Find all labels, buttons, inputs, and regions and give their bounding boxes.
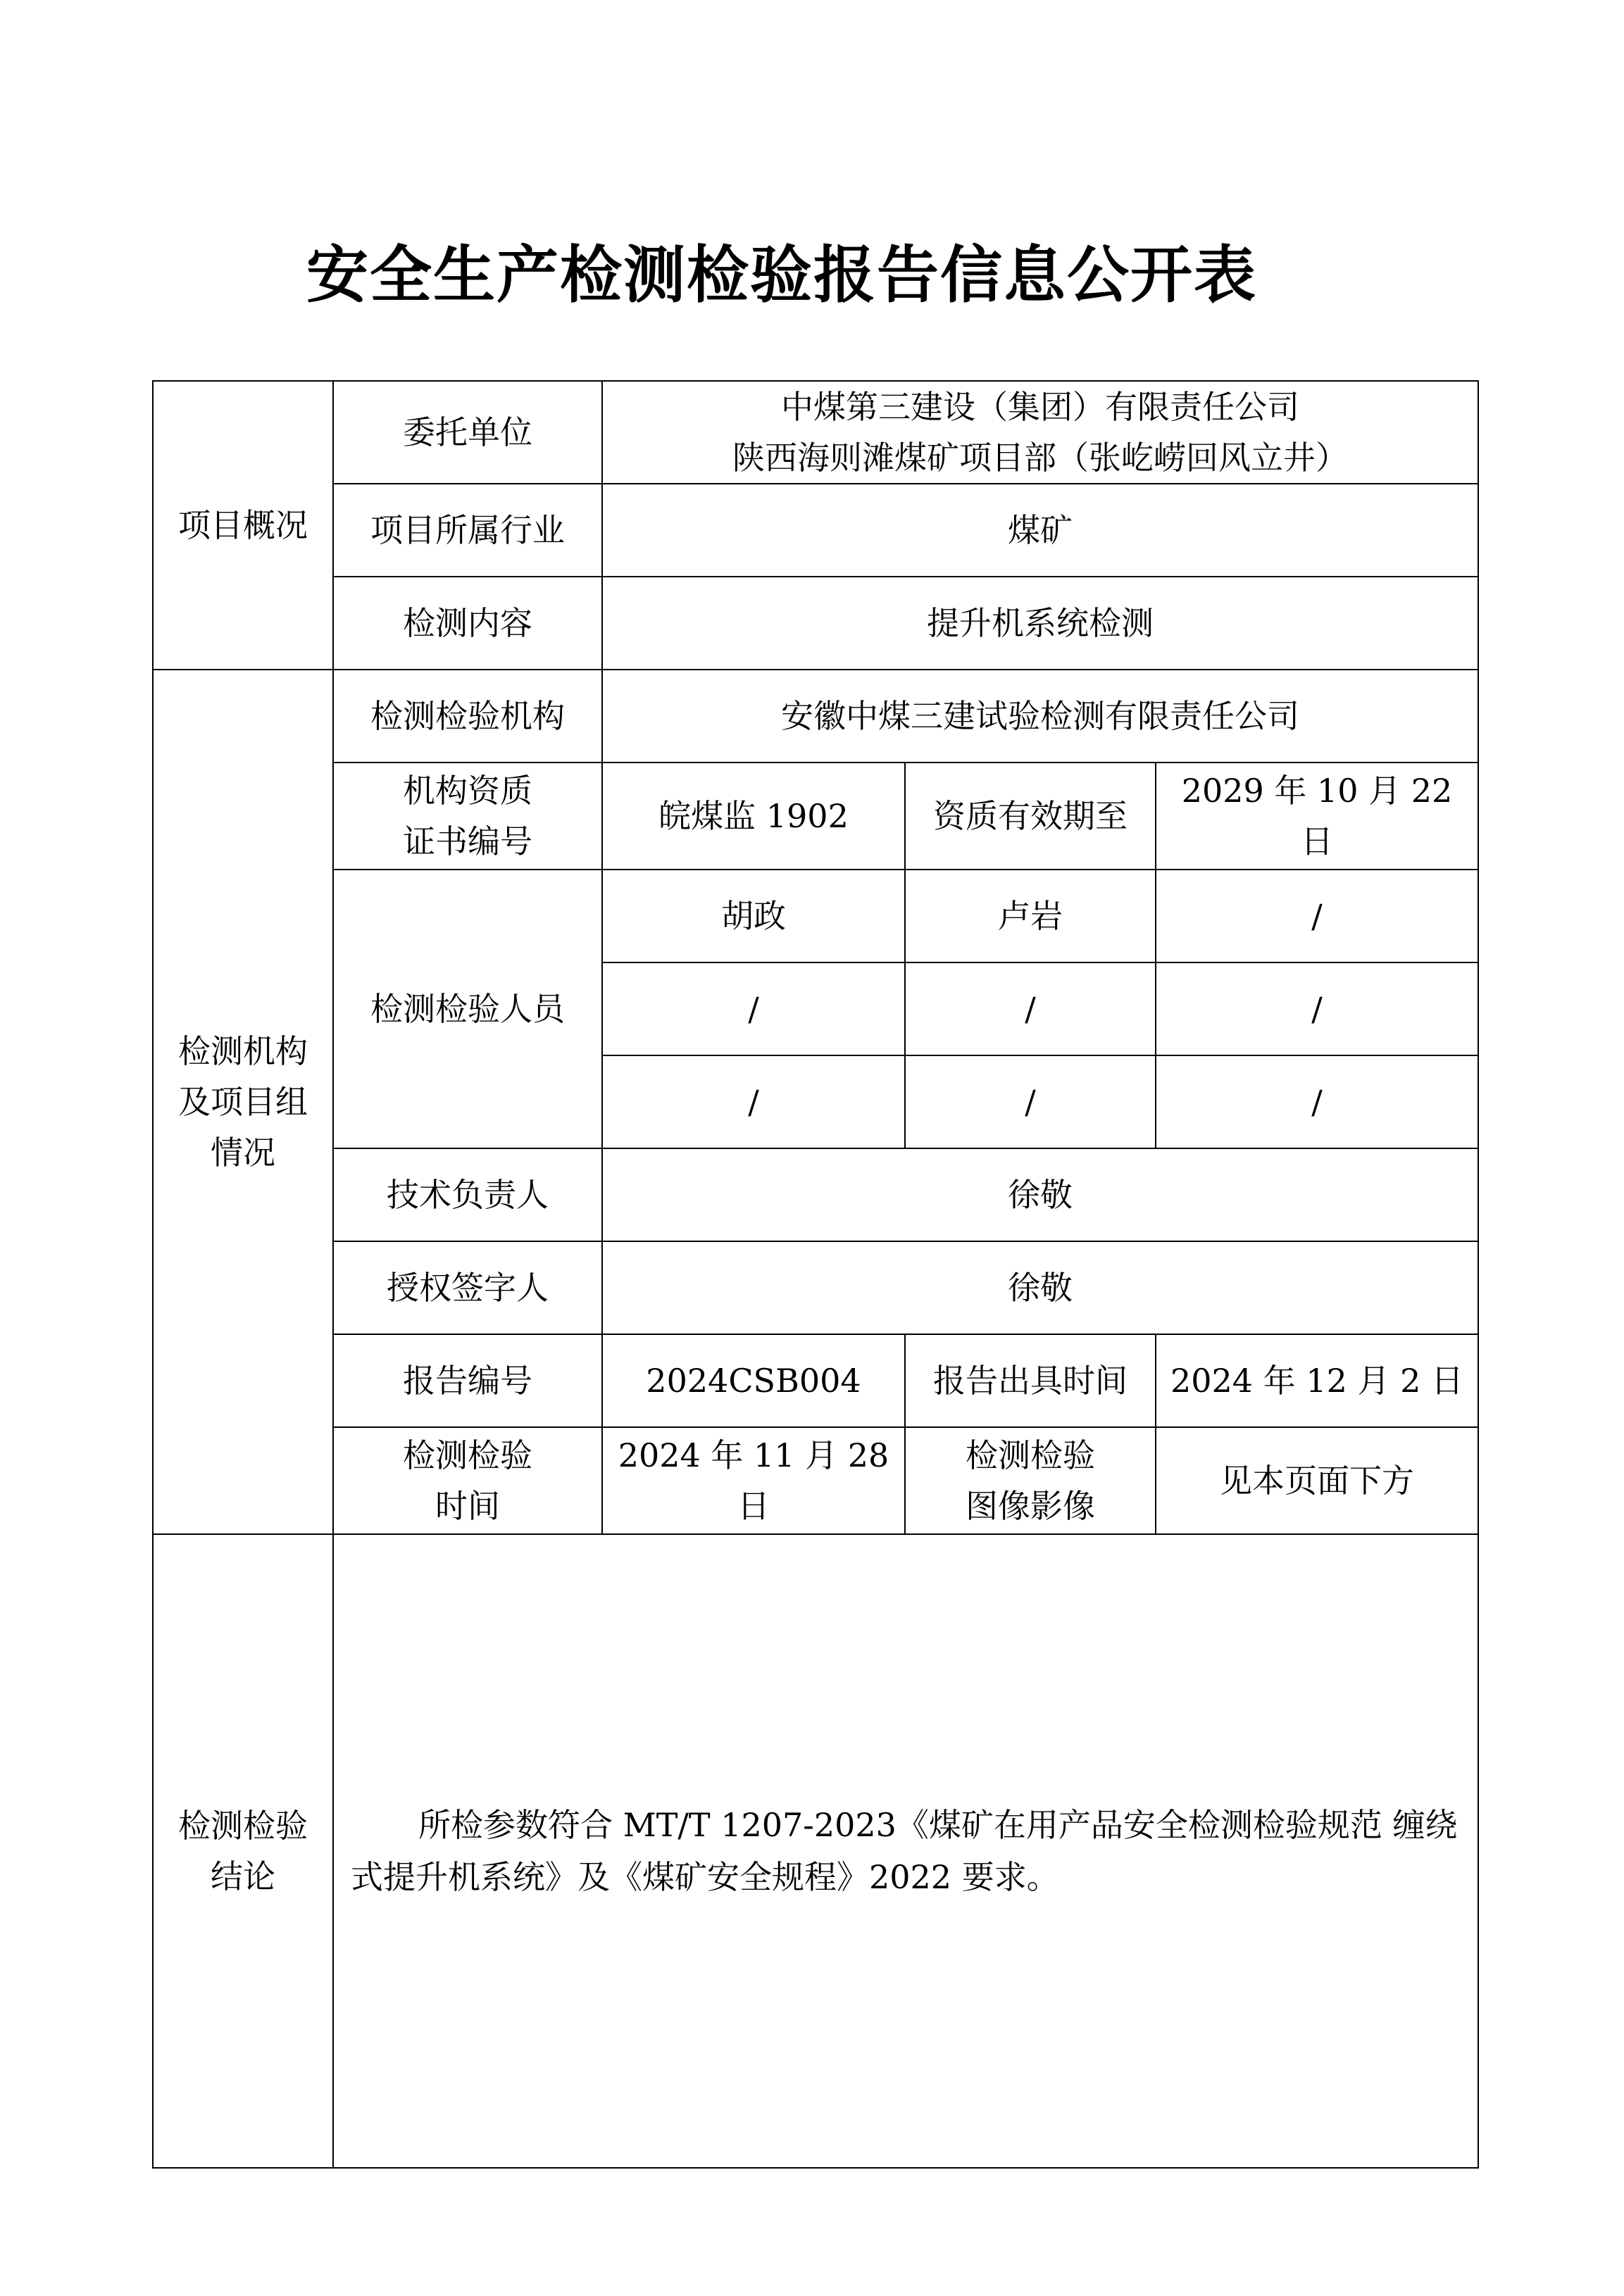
table-row	[153, 763, 1478, 870]
inspection-time-value: 2024 年 11 月 28 日	[602, 1427, 905, 1534]
certificate-value: 皖煤监 1902	[602, 763, 905, 870]
conclusion-text	[333, 1534, 1478, 2168]
agency-label: 检测检验机构	[333, 670, 602, 763]
inspection-time-label	[333, 1427, 602, 1534]
personnel-cell: /	[1156, 1055, 1478, 1148]
signatory-label: 授权签字人	[333, 1241, 602, 1334]
certificate-label-line1: 机构资质	[403, 772, 532, 810]
validity-value: 2029 年 10 月 22 日	[1156, 763, 1478, 870]
personnel-cell: /	[602, 962, 905, 1055]
table-row	[153, 484, 1478, 577]
inspection-image-label	[905, 1427, 1156, 1534]
info-table	[152, 380, 1479, 2169]
conclusion-paragraph: 所检参数符合 MT/T 1207-2023《煤矿在用产品安全检测检验规范 缠绕式提升机系统》及《煤矿安全规程》2022 要求。	[351, 1806, 1458, 1896]
personnel-cell: /	[1156, 870, 1478, 962]
content-value: 提升机系统检测	[602, 577, 1478, 670]
report-issue-label: 报告出具时间	[905, 1334, 1156, 1427]
tech-lead-value: 徐敬	[602, 1148, 1478, 1241]
client-value-line2: 陕西海则滩煤矿项目部（张屹崂回风立井）	[732, 439, 1348, 477]
industry-value: 煤矿	[602, 484, 1478, 577]
personnel-cell: /	[905, 962, 1156, 1055]
section-label-agency-line1: 检测机构	[178, 1032, 308, 1070]
section-label-agency-line2: 及项目组	[178, 1083, 308, 1121]
content-label: 检测内容	[333, 577, 602, 670]
inspection-time-label-line1: 检测检验	[403, 1436, 532, 1474]
page-title: 安全生产检测检验报告信息公开表	[306, 238, 1257, 311]
table-row	[153, 1334, 1478, 1427]
personnel-cell: 胡政	[602, 870, 905, 962]
agency-value: 安徽中煤三建试验检测有限责任公司	[602, 670, 1478, 763]
client-label: 委托单位	[333, 381, 602, 484]
table-row	[153, 381, 1478, 484]
client-value	[602, 381, 1478, 484]
table-row	[153, 1148, 1478, 1241]
certificate-label	[333, 763, 602, 870]
personnel-cell: /	[1156, 962, 1478, 1055]
table-row	[153, 1241, 1478, 1334]
client-value-line1: 中煤第三建设（集团）有限责任公司	[781, 388, 1299, 426]
inspection-image-label-line2: 图像影像	[966, 1487, 1095, 1525]
validity-label: 资质有效期至	[905, 763, 1156, 870]
personnel-cell: 卢岩	[905, 870, 1156, 962]
report-number-label: 报告编号	[333, 1334, 602, 1427]
inspection-time-label-line2: 时间	[435, 1487, 500, 1525]
industry-label: 项目所属行业	[333, 484, 602, 577]
inspection-image-label-line1: 检测检验	[966, 1436, 1095, 1474]
table-row	[153, 577, 1478, 670]
section-label-agency	[153, 670, 333, 1534]
table-row	[153, 1534, 1478, 2168]
personnel-cell: /	[905, 1055, 1156, 1148]
section-label-project-overview: 项目概况	[153, 381, 333, 670]
table-row	[153, 1427, 1478, 1534]
report-number-value: 2024CSB004	[602, 1334, 905, 1427]
table-row	[153, 670, 1478, 763]
certificate-label-line2: 证书编号	[403, 822, 532, 860]
table-row	[153, 870, 1478, 962]
signatory-value: 徐敬	[602, 1241, 1478, 1334]
personnel-cell: /	[602, 1055, 905, 1148]
tech-lead-label: 技术负责人	[333, 1148, 602, 1241]
section-label-agency-line3: 情况	[211, 1134, 275, 1172]
report-issue-value: 2024 年 12 月 2 日	[1156, 1334, 1478, 1427]
conclusion-label-line1: 检测检验	[178, 1807, 308, 1845]
personnel-label: 检测检验人员	[333, 870, 602, 1148]
inspection-image-value: 见本页面下方	[1156, 1427, 1478, 1534]
conclusion-label-line2: 结论	[211, 1857, 275, 1895]
conclusion-label	[153, 1534, 333, 2168]
